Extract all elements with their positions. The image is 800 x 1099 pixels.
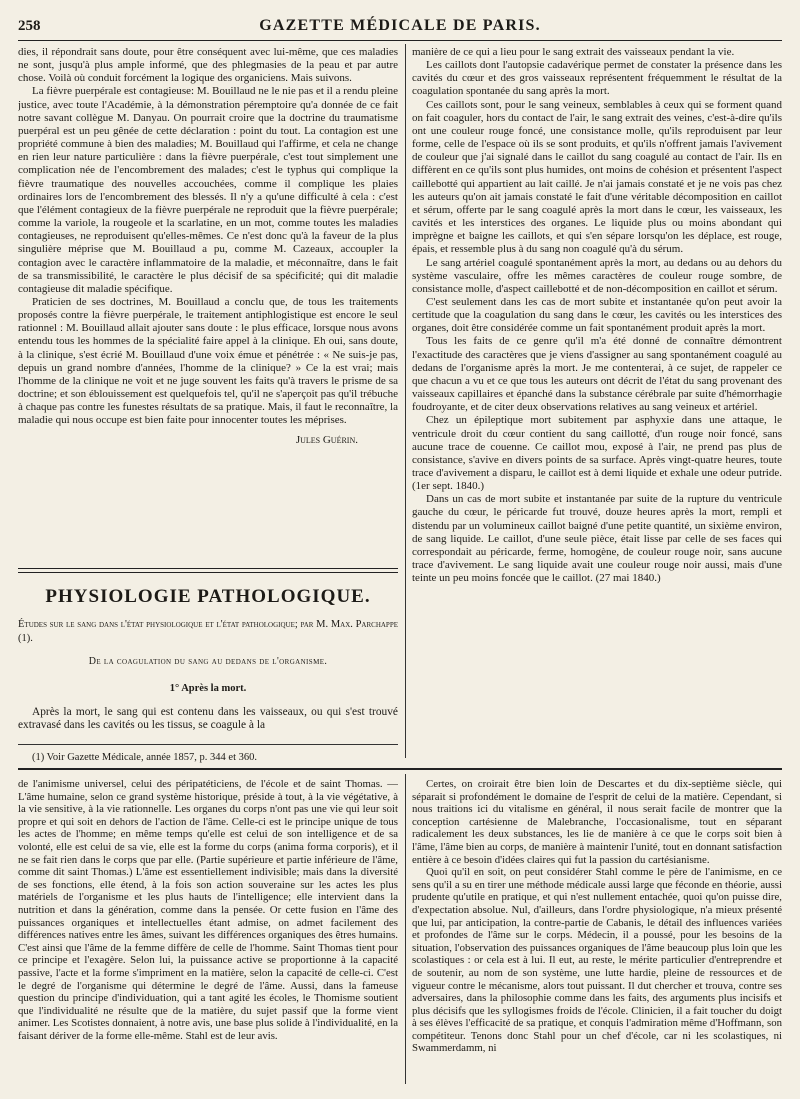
- top-left-column: [18, 46, 398, 550]
- journal-title: GAZETTE MÉDICALE DE PARIS.: [259, 17, 541, 34]
- paragraph: de l'animisme universel, celui des péripatéticiens, de l'école et de saint Thomas. — L'âme humaine, selon ce grand système historique, préside à tout, à la vie végétative, à la vie sensitive, à la vie rationnelle. Les organes du corps n'ont pas une vie qui leur soit propre et qui soit en dehors de l'action de l'âme. Celle-ci est le principe unique de tous les actes de l'homme; en même temps qu'elle est celui de son intelligence et de sa volonté, elle est celui de sa vie, elle est la forme du corps (anima forma corporis), et il ne se fait rien dans le corps que par elle. (Partie supérieure et partie inférieure de l'âme, comme dit saint Thomas.) L'âme est essentiellement indivisible; mais dans la diversité de ses fonctions, elle étend, à la fois son action souveraine sur les actes les plus matériels de l'organisme et les plus hauts de l'intelligence; elle intervient dans la nutrition et dans la génération, comme dans la pensée. Or cette fusion en l'âme des puissances organiques et intellectuelles étant admise, on admet facilement des différences natives entre les âmes, suivant les différences organiques des êtres humains. C'est ainsi que l'âme de la femme diffère de celle de l'homme. Saint Thomas tient pour ce principe et l'exagère. Selon lui, la puissance active se proportionne à la capacité passive, l'acte et la forme s'impriment en la matière, selon la capacité de celle-ci. C'est le degré de l'organisme qui détermine le degré de l'âme. Aussi, dans la fameuse question du principe d'individuation, qui a tant agité les écoles, le Thomisme soutient que l'individualité ne résulte que de la matière, du sujet passif que la forme vient animer. Les Scotistes donnaient, à notre avis, une base plus solide à l'individualité, en la faisant dériver de la forme elle-même. Stahl est de leur avis.: [18, 778, 398, 1042]
- footnote: (1) Voir Gazette Médicale, année 1857, p. 344 et 360.: [32, 752, 258, 763]
- paragraph: Dans un cas de mort subite et instantanée par suite de la rupture du ventricule gauche du cœur, le péricarde fut trouvé, douze heures après la mort, rempli et distendu par un volumineux caillot baigné d'une petite quantité, un sixième environ, de sang liquide. Le caillot, d'une seule pièce, était lisse par celle de ses faces qui correspondait au péricarde, ferme, homogène, de couleur rouge noir, sans aucune trace d'avivement. Le sang liquide avait une couleur rouge noir aussi, mais d'une teinte un peu moins foncée que le caillot. (27 mai 1840.): [412, 493, 782, 585]
- paragraph: La fièvre puerpérale est contagieuse: M. Bouillaud ne le nie pas et il a rendu pleine justice, avec toute l'Académie, à la démonstration péremptoire qu'a donnée de ce fait notre savant collègue M. Danyau. On pourrait croire que la doctrine du traumatisme puerpéral est un peu gênée de cette déclaration : point du tout. La contagion est une propriété commune à bien des maladies; M. Bouillaud qui l'affirme, et cela ne change en rien leur nature particulière : dans la fièvre puerpérale, c'est tout simplement une complication née de l'encombrement des malades; c'est le typhus qui complique la fièvre traumatique des nouvelles accouchées, comme il complique les plaies ordinaires lors de l'encombrement des blessés. Il n'y a qu'une difficulté à cela : c'est que l'élément contagieux de la fièvre puerpérale ne reproduit que la fièvre puerpérale; comme la variole, la rougeole et la scarlatine, en un mot, comme toutes les maladies contagieuses, ne reproduisent qu'elles-mêmes. Ce n'est donc qu'à la faveur de la plus singulière méprise que M. Bouillaud a pu, comme M. Cazeaux, accoupler la contagion avec le caractère inflammatoire de la maladie, et méconnaître, dans le fait de sa transmissibilité, le caractère le plus décisif de sa spécificité; qui dit maladie contagieuse dit maladie spécifique.: [18, 85, 398, 295]
- author-signature: Jules Guérin.: [295, 433, 358, 446]
- section-rule: [18, 568, 398, 573]
- feuilleton-rule: [18, 768, 782, 770]
- paragraph: Les caillots dont l'autopsie cadavérique permet de constater la présence dans les cavités du cœur et des gros vaisseaux représentent fréquemment le résultat de la coagulation spontanée du sang après la mort.: [412, 59, 782, 98]
- column-divider-top: [405, 44, 406, 758]
- sub-subsection-title: 1° Après la mort.: [169, 683, 247, 694]
- paragraph: Praticien de ses doctrines, M. Bouillaud a conclu que, de tous les traitements proposés contre la fièvre puerpérale, le traitement antiphlogistique est encore le seul rationnel : M. Bouillaud allait ajouter sans doute : le plus efficace, lorsque nous avons entendu tous les hommes de la spécialité faire appel à la clinique. Eh oui, sans doute, à la clinique, s'est écrié M. Bouillaud d'une voix émue et pénétrée : « Ne suis-je pas, depuis un grand nombre d'années, l'homme de la clinique? » Ce la est vrai; mais l'homme de la clinique ne voit et ne juge souvent les faits qu'à travers le prisme de sa doctrine; et son éblouissement est quelquefois tel, qu'il ne s'aperçoit pas qu'il trébuche à chaque pas contre les funestes résultats de sa pratique. Mais, il faut le reconnaître, la maladie qui nous occupe est bien faite pour innocenter toutes les méprises.: [18, 295, 398, 427]
- paragraph: Quoi qu'il en soit, on peut considérer Stahl comme le père de l'animisme, en ce sens qu'il a su en tirer une méthode médicale aussi large que féconde en théorie, aussi prudente qu'utile en pratique, et qui n'est nullement entachée, quoi qu'on puisse dire, d'expectation absolue. Nul, d'ailleurs, dans l'ordre physiologique, n'a mieux présenté que lui, par anticipation, la contre-partie de Cabanis, le détail des influences variées et profondes de l'âme sur le corps. Médecin, il a poussé, pour les besoins de la situation, l'observation des puissances organiques de l'âme beaucoup plus loin que les scolastiques : or cela est à lui. Il eut, au reste, le mérite particulier d'entreprendre et de soutenir, au nom de son système, une lutte hardie, pleine de ressources et de vigueur contre le mécanisme, alors tout puissant. Il dut chercher et trouva, contre ses adversaires, dans la philosophie comme dans les faits, des arguments plus incisifs et plus décisifs que les syllogismes froids de l'école. Clinicien, il a fait toucher du doigt à ses élèves l'efficacité de sa pratique, et conquis l'admiration même d'Hoffmann, son compétiteur. Tenons donc Stahl pour un chef d'école, car ni les scolastiques, ni Swammerdamm, ni: [412, 866, 782, 1055]
- paragraph: Ces caillots sont, pour le sang veineux, semblables à ceux qui se forment quand on fait coaguler, hors du contact de l'air, le sang extrait des veines, c'est-à-dire qu'ils ont une couleur rouge foncé, une consistance molle, qu'ils reproduisent par leur forme, celle de l'espace où ils se sont produits, et qu'ils n'offrent jamais l'avivement de couleur que j'ai signalé dans le caillot du sang coagulé au contact de l'air. Ils en diffèrent en ce qu'ils sont plus humides, ont moins de cohésion et présentent l'aspect caillebotté qui appartient au lait caillé. Je n'ai jamais constaté et je ne vois pas chez les auteurs qu'on ait jamais constaté le fait d'une véritable décomposition en caillot et sérum, offerte par le sang coagulé après la mort dans le cœur, les vaisseaux, les cavités et les interstices des organes. Le liquide plus ou moins abondant qui imprègne et baigne les caillots, et qui s'en sépare lorsqu'on les déplace, est rouge, épais, et ressemble plus à du sang non coagulé qu'à du sérum.: [412, 98, 782, 256]
- bottom-right-column: [412, 778, 782, 1080]
- paragraph: Le sang artériel coagulé spontanément après la mort, au dedans ou au dehors du système vasculaire, offre les mêmes caractères de couleur rouge sombre, de consistance molle, d'aspect caillebotté et de non-décomposition en caillot et sérum.: [412, 256, 782, 295]
- footnote-rule: [18, 744, 398, 745]
- paragraph: Après la mort, le sang qui est contenu dans les vaisseaux, ou qui s'est trouvé extravasé dans les cavités ou les tissus, se coagule à la: [18, 706, 398, 732]
- bottom-left-column: [18, 778, 398, 1080]
- article-title: Études sur le sang dans l'état physiologique et l'état pathologique; par M. Max. Parchappe (1).: [18, 619, 398, 644]
- page-number: 258: [18, 18, 41, 34]
- section-title: PHYSIOLOGIE PATHOLOGIQUE.: [45, 586, 371, 607]
- article-body: [18, 706, 398, 734]
- paragraph: Certes, on croirait être bien loin de Descartes et du dix-septième siècle, qui séparait si profondément le domaine de l'esprit de celui de la matière. Cependant, si nous traitions ici du vitalisme en général, il nous serait facile de montrer que la conception cartésienne de Malebranche, l'occasionalisme, tout en séparant radicalement les deux substances, les lie de manière à ce que le corps soit bien à l'âme, l'âme bien au corps, de manière à maintenir l'unité, tout en donnant satisfaction entière à ce besoin d'idées claires qui fut la passion du cartésianisme.: [412, 778, 782, 866]
- subsection-title: De la coagulation du sang au dedans de l'organisme.: [88, 656, 328, 667]
- column-divider-bottom: [405, 774, 406, 1084]
- paragraph: dies, il répondrait sans doute, pour être conséquent avec lui-même, que ces maladies ne sont, jusqu'à plus ample informé, que des phlegmasies de la peau et par autre chose. Voilà où conduit forcément la logique des organiciens. Mais suivons.: [18, 46, 398, 85]
- top-right-column: [412, 46, 782, 754]
- paragraph: C'est seulement dans les cas de mort subite et instantanée qu'on peut avoir la certitude que la coagulation du sang dans le cœur, les cavités ou les interstices des organes, doit être considérée comme un fait spontanément produit après la mort.: [412, 295, 782, 335]
- paragraph: Tous les faits de ce genre qu'il m'a été donné de connaître démontrent l'exactitude des caractères que je viens d'assigner au sang spontanément coagulé au dedans de l'organisme après la mort. Je me contenterai, à ce sujet, de rappeler ce que chacun a vu et ce que tous les auteurs ont décrit de l'état du sang provenant des vaisseaux capillaires et épanché dans la substance cérébrale par suite d'hémorrhagie foudroyante, et de citer deux observations relatives au sang veineux et artériel.: [412, 335, 782, 414]
- page-header: [18, 14, 782, 41]
- paragraph: Chez un épileptique mort subitement par asphyxie dans une attaque, le ventricule droit du cœur contient du sang caillotté, d'un rouge noir foncé, sans aucune trace de couenne. Ce caillot mou, exposé à l'air, ne prend pas plus de consistance, s'avive en divers points de sa surface. Après vingt-quatre heures, toute trace d'avivement a disparu, le caillot est à demi liquide et exhale une odeur putride. (1er sept. 1840.): [412, 414, 782, 493]
- paragraph: manière de ce qui a lieu pour le sang extrait des vaisseaux pendant la vie.: [412, 46, 735, 58]
